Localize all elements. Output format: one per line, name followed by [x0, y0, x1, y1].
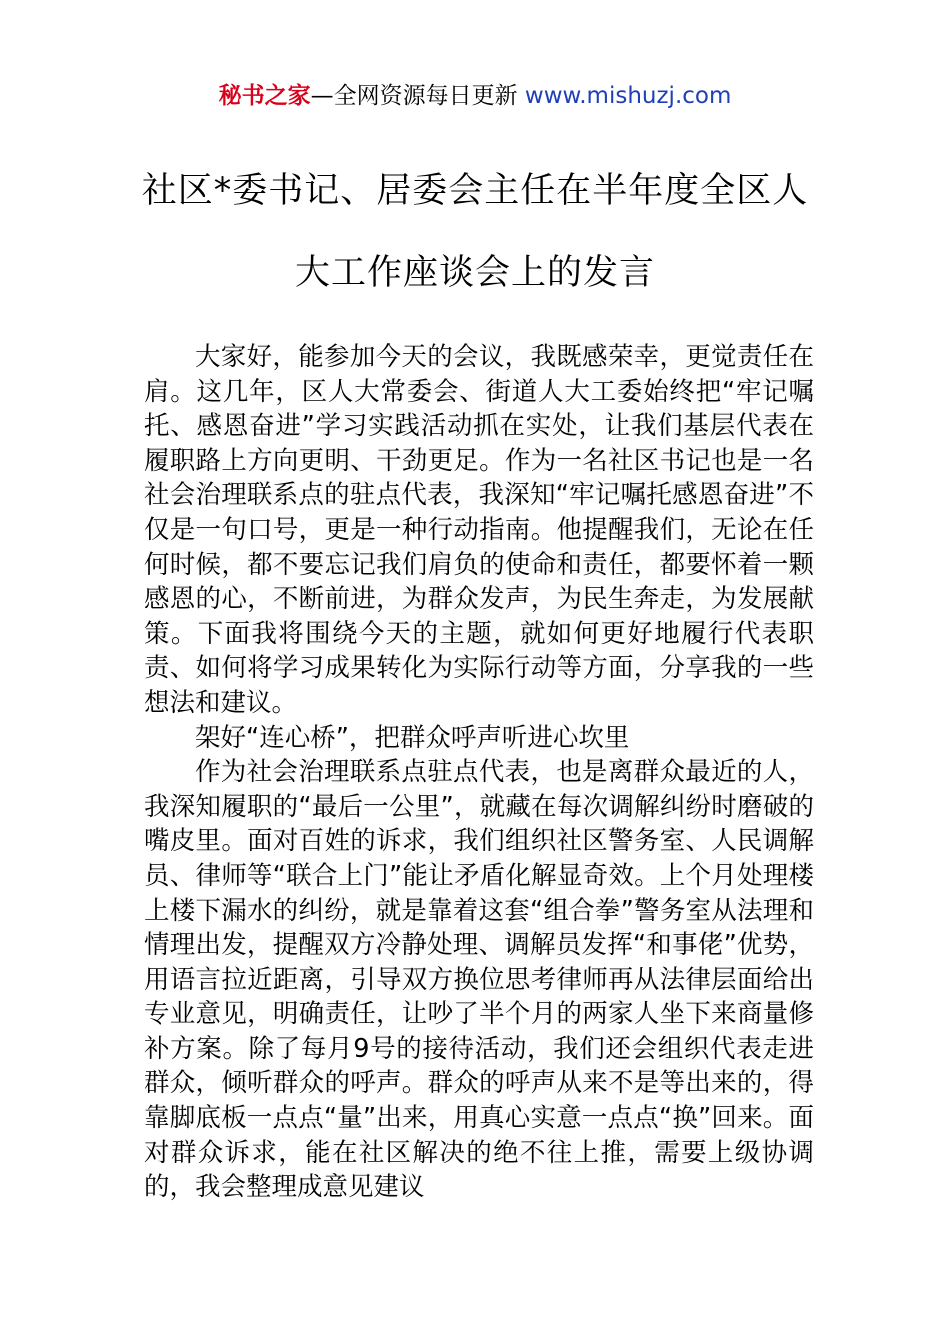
- section-heading: 架好“连心桥”，把群众呼声听进心坎里: [195, 722, 630, 753]
- document-body: [144, 340, 814, 1205]
- site-header: [0, 80, 950, 112]
- title-line-2: 大工作座谈会上的发言: [294, 253, 655, 293]
- paragraph-intro: 大家好，能参加今天的会议，我既感荣幸，更觉责任在肩。这几年，区人大常委会、街道人大工委始终把“牢记嘱托、感恩奋进”学习实践活动抓在实处，让我们基层代表在履职路上方向更明、干劲更足。作为一名社区书记也是一名社会治理联系点的驻点代表，我深知“牢记嘱托感恩奋进”不仅是一句口号，更是一种行动指南。他提醒我们，无论在任何时候，都不要忘记我们肩负的使命和责任，都要怀着一颗感恩的心，不断前进，为群众发声，为民生奔走，为发展献策。下面我将围绕今天的主题，就如何更好地履行代表职责、如何将学习成果转化为实际行动等方面，分享我的一些想法和建议。: [144, 342, 814, 718]
- brand-name: 秘书之家: [218, 83, 311, 109]
- site-slogan: —全网资源每日更新: [310, 83, 518, 109]
- site-url-link[interactable]: www.mishuzj.com: [524, 83, 732, 109]
- paragraph-section-1: 作为社会治理联系点驻点代表，也是离群众最近的人，我深知履职的“最后一公里”，就藏在每次调解纠纷时磨破的嘴皮里。面对百姓的诉求，我们组织社区警务室、人民调解员、律师等“联合上门”能让矛盾化解显奇效。上个月处理楼上楼下漏水的纠纷，就是靠着这套“组合拳”警务室从法理和情理出发，提醒双方冷静处理、调解员发挥“和事佬”优势，用语言拉近距离，引导双方换位思考律师再从法律层面给出专业意见，明确责任，让吵了半个月的两家人坐下来商量修补方案。除了每月9号的接待活动，我们还会组织代表走进群众，倾听群众的呼声。群众的呼声从来不是等出来的，得靠脚底板一点点“量”出来，用真心实意一点点“换”回来。面对群众诉求，能在社区解决的绝不往上推，需要上级协调的，我会整理成意见建议: [144, 757, 814, 1203]
- title-line-1: 社区*委书记、居委会主任在半年度全区人: [141, 171, 809, 211]
- document-title: [100, 150, 850, 314]
